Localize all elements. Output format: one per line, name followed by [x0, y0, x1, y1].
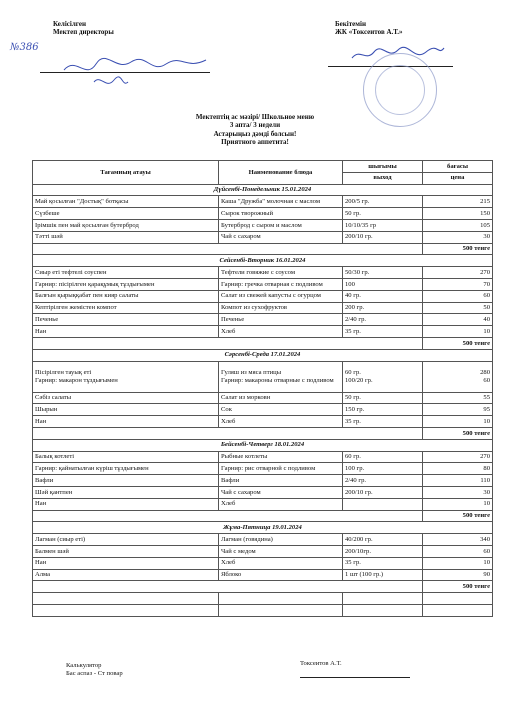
dish-name-ru: Лагман (говядина) [219, 534, 343, 546]
header-price-kz: бағасы [423, 161, 493, 173]
approval-left-role: Мектеп директоры [53, 28, 114, 36]
dish-name-ru: Рыбные котлеты [219, 451, 343, 463]
approval-left-title: Келісілген [53, 20, 86, 28]
day-label: Дүйсенбі-Понедельник 15.01.2024 [33, 184, 493, 196]
menu-row [33, 486, 493, 498]
empty-cell [219, 593, 343, 605]
dish-yield: 50/30 гр. [343, 267, 423, 279]
menu-row [33, 404, 493, 416]
menu-row [33, 314, 493, 326]
header-col-kz: Тағамның атауы [33, 161, 219, 185]
approval-right-org: ЖК «Токсеитов А.Т.» [335, 28, 403, 36]
dish-name-ru: Бутерброд с сыром и маслом [219, 219, 343, 231]
dish-yield: 50 гр. [343, 392, 423, 404]
stamp-inner [375, 65, 425, 115]
dish-name-kz: Нан [33, 498, 219, 510]
dish-price: 95 [423, 404, 493, 416]
dish-name-kz: Нан [33, 416, 219, 428]
approval-block-right [335, 20, 403, 36]
dish-yield: 2/40 гр. [343, 314, 423, 326]
dish-name-kz: Сүзбеше [33, 208, 219, 220]
handwritten-number: №386 [10, 42, 39, 53]
menu-row [33, 290, 493, 302]
dish-yield: 35 гр. [343, 557, 423, 569]
dish-yield: 200/10гр. [343, 545, 423, 557]
menu-table [32, 160, 493, 617]
dish-name-ru: Гарнир: гречка отварная с подливом [219, 278, 343, 290]
dish-name-kz: Ірімшік пен май қосылған бутерброд [33, 219, 219, 231]
empty-cell [343, 604, 423, 616]
dish-name-ru: Хлеб [219, 557, 343, 569]
dish-name-kz: Гарнир: пісірілген қарақұмық тұздығымен [33, 278, 219, 290]
dish-yield: 100 гр. [343, 463, 423, 475]
dish-yield: 150 гр. [343, 404, 423, 416]
day-header-row [33, 522, 493, 534]
dish-yield: 100 [343, 278, 423, 290]
dish-price: 105 [423, 219, 493, 231]
menu-row [33, 267, 493, 279]
dish-name-kz: Кептірілген жемістен компот [33, 302, 219, 314]
approval-block-left [53, 20, 114, 36]
dish-name-kz: Тәтті шәй [33, 231, 219, 243]
day-total: 500 тенге [423, 427, 493, 439]
approval-right-title: Бекітемін [335, 20, 367, 28]
dish-yield [343, 498, 423, 510]
dish-yield: 1 шт (100 гр.) [343, 569, 423, 581]
menu-row [33, 392, 493, 404]
dish-price: 10 [423, 326, 493, 338]
dish-name-ru: Чай с сахаром [219, 231, 343, 243]
dish-name-ru: Каша "Дружба" молочная с маслом [219, 196, 343, 208]
dish-price: 30 [423, 231, 493, 243]
dish-price: 280 60 [423, 361, 493, 392]
dish-name-kz: Вафли [33, 475, 219, 487]
day-header-row [33, 349, 493, 361]
dish-price: 270 [423, 267, 493, 279]
menu-row [33, 302, 493, 314]
dish-price: 80 [423, 463, 493, 475]
dish-price: 70 [423, 278, 493, 290]
empty-cell [423, 593, 493, 605]
empty-row [33, 593, 493, 605]
empty-cell [343, 593, 423, 605]
dish-price: 55 [423, 392, 493, 404]
dish-name-ru: Вафли [219, 475, 343, 487]
dish-yield: 10/10/35 гр [343, 219, 423, 231]
dish-price: 10 [423, 416, 493, 428]
dish-name-ru: Яблоко [219, 569, 343, 581]
menu-titles [0, 113, 510, 146]
dish-price: 60 [423, 290, 493, 302]
day-label: Жұма-Пятница 19.01.2024 [33, 522, 493, 534]
dish-name-ru: Хлеб [219, 498, 343, 510]
dish-name-ru: Хлеб [219, 416, 343, 428]
dish-name-kz: Балмен шәй [33, 545, 219, 557]
menu-row [33, 498, 493, 510]
day-total-row [33, 510, 493, 522]
dish-yield: 60 гр. [343, 451, 423, 463]
menu-row [33, 196, 493, 208]
day-total-spacer [33, 510, 423, 522]
day-total-spacer [33, 243, 423, 255]
dish-name-ru: Печенье [219, 314, 343, 326]
dish-yield: 40/200 гр. [343, 534, 423, 546]
day-label: Сейсенбі-Вторник 16.01.2024 [33, 255, 493, 267]
dish-name-kz: Нан [33, 326, 219, 338]
day-total-spacer [33, 337, 423, 349]
dish-yield: 60 гр. 100/20 гр. [343, 361, 423, 392]
dish-name-ru: Сок [219, 404, 343, 416]
day-total-row [33, 243, 493, 255]
dish-name-ru: Сырок творожный [219, 208, 343, 220]
day-header-row [33, 439, 493, 451]
dish-name-kz: Гарнир: қайнатылған күріш тұздығымен [33, 463, 219, 475]
dish-price: 215 [423, 196, 493, 208]
title-line-1: Мектептің ас мәзірі/ Школьное меню [195, 113, 315, 121]
dish-name-kz: Шырын [33, 404, 219, 416]
empty-cell [33, 593, 219, 605]
day-header-row [33, 255, 493, 267]
dish-yield: 200/10 гр. [343, 486, 423, 498]
day-total-spacer [33, 427, 423, 439]
dish-price: 340 [423, 534, 493, 546]
dish-name-kz: Пісірілген тауық еті Гарнир: макарон тұздығымен [33, 361, 219, 392]
dish-price: 60 [423, 545, 493, 557]
dish-name-kz: Алма [33, 569, 219, 581]
dish-name-kz: Печенье [33, 314, 219, 326]
footer-calculator-label: Калькулятор [66, 662, 102, 669]
dish-yield: 200/5 гр. [343, 196, 423, 208]
dish-price: 30 [423, 486, 493, 498]
day-total-row [33, 581, 493, 593]
day-total-spacer [33, 581, 423, 593]
dish-name-ru: Тефтели говяжие с соусом [219, 267, 343, 279]
dish-name-ru: Гуляш из мяса птицы Гарнир: макароны отварные с подливом [219, 361, 343, 392]
day-label: Бейсенбі-Четверг 18.01.2024 [33, 439, 493, 451]
menu-row [33, 534, 493, 546]
day-total: 500 тенге [423, 337, 493, 349]
dish-price: 150 [423, 208, 493, 220]
title-line-4: Приятного аппетита! [221, 137, 289, 146]
header-yield-ru: выход [343, 172, 423, 184]
dish-price: 90 [423, 569, 493, 581]
dish-name-kz: Нан [33, 557, 219, 569]
dish-yield: 35 гр. [343, 416, 423, 428]
footer-signature-line [300, 677, 410, 678]
empty-cell [33, 604, 219, 616]
menu-row [33, 326, 493, 338]
menu-row [33, 557, 493, 569]
menu-row [33, 545, 493, 557]
dish-yield: 200 гр. [343, 302, 423, 314]
header-yield-kz: шығымы [343, 161, 423, 173]
dish-name-kz: Лагман (сиыр еті) [33, 534, 219, 546]
title-line-3: Астарыңыз дәмді болсын! [213, 129, 297, 138]
menu-row [33, 451, 493, 463]
dish-price: 10 [423, 498, 493, 510]
dish-yield: 2/40 гр. [343, 475, 423, 487]
menu-row [33, 463, 493, 475]
day-total-row [33, 427, 493, 439]
footer-left [66, 662, 123, 678]
day-label: Сәрсенбі-Среда 17.01.2024 [33, 349, 493, 361]
menu-row [33, 231, 493, 243]
dish-name-ru: Гарнир: рис отварной с подливом [219, 463, 343, 475]
dish-price: 40 [423, 314, 493, 326]
dish-name-kz: Май қосылған "Достық" ботқасы [33, 196, 219, 208]
title-line-2: 3 апта/ 3 недели [229, 121, 281, 130]
dish-name-ru: Чай с сахаром [219, 486, 343, 498]
empty-cell [219, 604, 343, 616]
day-total: 500 тенге [423, 581, 493, 593]
dish-name-ru: Салат из свежей капусты с огурцом [219, 290, 343, 302]
empty-row [33, 604, 493, 616]
header-col-ru: Наименование блюда [219, 161, 343, 185]
day-total: 500 тенге [423, 243, 493, 255]
dish-price: 110 [423, 475, 493, 487]
dish-name-kz: Балғын қырыққабат пен кияр салаты [33, 290, 219, 302]
day-header-row [33, 184, 493, 196]
dish-name-ru: Чай с медом [219, 545, 343, 557]
footer-name: Токсеитов А.Т. [300, 660, 342, 667]
dish-price: 10 [423, 557, 493, 569]
menu-row [33, 361, 493, 392]
menu-row [33, 219, 493, 231]
dish-yield: 50 гр. [343, 208, 423, 220]
menu-row [33, 475, 493, 487]
dish-name-ru: Салат из морковн [219, 392, 343, 404]
day-total-row [33, 337, 493, 349]
dish-name-kz: Балық котлеті [33, 451, 219, 463]
dish-name-kz: Сәбіз салаты [33, 392, 219, 404]
dish-price: 50 [423, 302, 493, 314]
dish-yield: 40 гр. [343, 290, 423, 302]
dish-yield: 35 гр. [343, 326, 423, 338]
menu-row [33, 278, 493, 290]
table-header-row [33, 161, 493, 173]
dish-yield: 200/10 гр. [343, 231, 423, 243]
left-signature-scribble [56, 52, 216, 97]
menu-row [33, 208, 493, 220]
dish-price: 270 [423, 451, 493, 463]
header-price-ru: цена [423, 172, 493, 184]
menu-row [33, 569, 493, 581]
dish-name-ru: Компот из сухофруктов [219, 302, 343, 314]
menu-row [33, 416, 493, 428]
footer-chef-label: Бас аспаз - Ст повар [66, 670, 123, 677]
dish-name-ru: Хлеб [219, 326, 343, 338]
empty-cell [423, 604, 493, 616]
dish-name-kz: Сиыр еті тефтелі соуспен [33, 267, 219, 279]
day-total: 500 тенге [423, 510, 493, 522]
dish-name-kz: Шәй қантпен [33, 486, 219, 498]
